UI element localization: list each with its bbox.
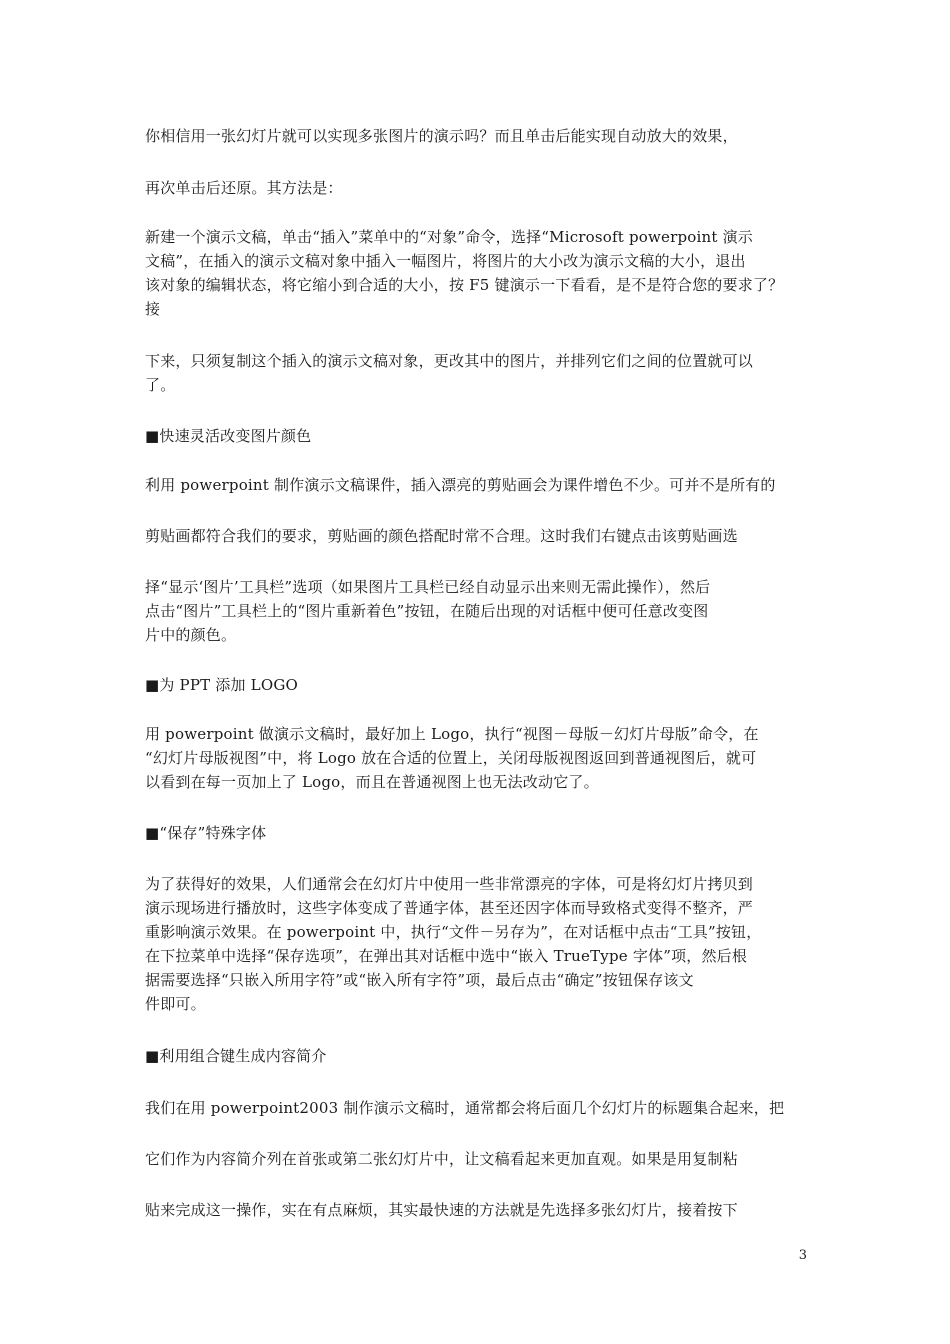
text-line: 你相信用一张幻灯片就可以实现多张图片的演示吗？而且单击后能实现自动放大的效果，	[145, 127, 738, 145]
page-number: 3	[798, 1248, 807, 1263]
text-line: 文稿”，在插入的演示文稿对象中插入一幅图片，将图片的大小改为演示文稿的大小，退出	[145, 252, 746, 270]
text-line: 了。	[145, 376, 176, 394]
text-line: 再次单击后还原。其方法是：	[145, 179, 343, 197]
text-line: 贴来完成这一操作，实在有点麻烦，其实最快速的方法就是先选择多张幻灯片，接着按下	[145, 1201, 738, 1219]
text-line: 件即可。	[145, 995, 206, 1013]
text-line: 利用 powerpoint 制作演示文稿课件，插入漂亮的剪贴画会为课件增色不少。可并不是所有的	[145, 476, 776, 494]
text-line: 以看到在每一页加上了 Logo，而且在普通视图上也无法改动它了。	[145, 773, 599, 791]
text-line: 该对象的编辑状态，将它缩小到合适的大小，按 F5 键演示一下看看，是不是符合您的要求了？	[145, 276, 784, 294]
text-line: 下来，只须复制这个插入的演示文稿对象，更改其中的图片，并排列它们之间的位置就可以	[145, 352, 754, 370]
text-line: 新建一个演示文稿，单击“插入”菜单中的“对象”命令，选择“Microsoft powerpoint 演示	[145, 228, 753, 246]
text-line: 片中的颜色。	[145, 626, 237, 644]
text-line: 用 powerpoint 做演示文稿时，最好加上 Logo，执行“视图－母版－幻灯片母版”命令，在	[145, 725, 759, 743]
text-line: 它们作为内容简介列在首张或第二张幻灯片中，让文稿看起来更加直观。如果是用复制粘	[145, 1150, 738, 1168]
text-line: 剪贴画都符合我们的要求，剪贴画的颜色搭配时常不合理。这时我们右键点击该剪贴画选	[145, 527, 738, 545]
text-line: 择“显示‘图片’工具栏”选项（如果图片工具栏已经自动显示出来则无需此操作），然后	[145, 578, 711, 596]
text-line: 接	[145, 300, 161, 318]
text-line: 我们在用 powerpoint2003 制作演示文稿时，通常都会将后面几个幻灯片的标题集合起来，把	[145, 1099, 785, 1117]
text-line: 据需要选择“只嵌入所用字符”或“嵌入所有字符”项，最后点击“确定”按钮保存该文	[145, 971, 694, 989]
section-heading: ■为 PPT 添加 LOGO	[145, 676, 299, 694]
section-heading: ■“保存”特殊字体	[145, 824, 267, 842]
section-heading: ■快速灵活改变图片颜色	[145, 427, 312, 445]
text-line: 在下拉菜单中选择“保存选项”，在弹出其对话框中选中“嵌入 TrueType 字体”项，然后根	[145, 947, 748, 965]
text-line: 为了获得好的效果，人们通常会在幻灯片中使用一些非常漂亮的字体，可是将幻灯片拷贝到	[145, 875, 754, 893]
text-line: 点击“图片”工具栏上的“图片重新着色”按钮，在随后出现的对话框中便可任意改变图	[145, 602, 709, 620]
text-line: 重影响演示效果。在 powerpoint 中，执行“文件－另存为”，在对话框中点击“工具”按钮，	[145, 923, 762, 941]
section-heading: ■利用组合键生成内容简介	[145, 1047, 327, 1065]
text-line: “幻灯片母版视图”中，将 Logo 放在合适的位置上，关闭母版视图返回到普通视图后，就可	[145, 749, 757, 767]
text-line: 演示现场进行播放时，这些字体变成了普通字体，甚至还因字体而导致格式变得不整齐，严	[145, 899, 754, 917]
